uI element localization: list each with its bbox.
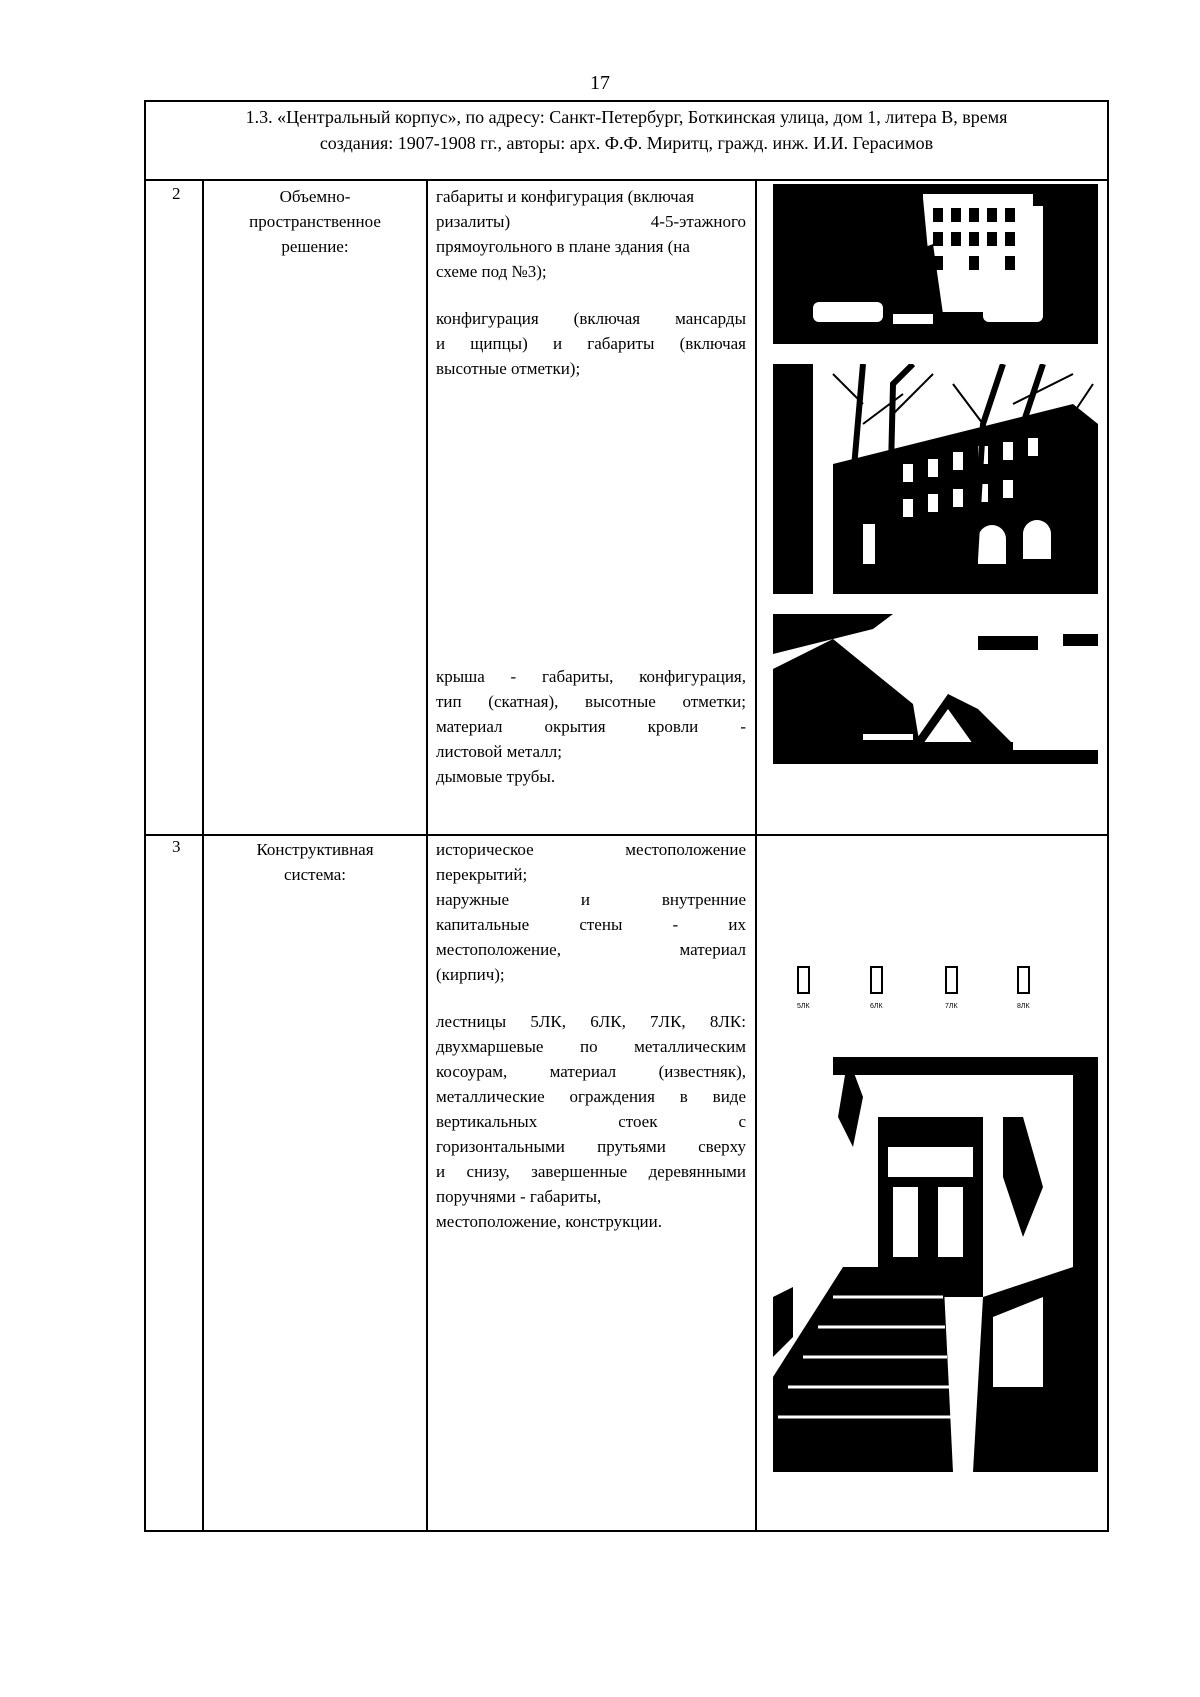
roof-photo [773, 614, 1098, 764]
table-header [146, 102, 1107, 181]
facade-photo-trees [773, 364, 1098, 594]
stair-label-5lk: 5ЛК [797, 1003, 810, 1010]
header-line-2: создания: 1907-1908 гг., авторы: арх. Ф.Ф. Миритц, гражд. инж. И.И. Герасимов [319, 133, 934, 153]
stair-label-6lk: 6ЛК [870, 1003, 883, 1010]
row-number: 3 [172, 837, 181, 856]
facade-photo-street [773, 184, 1098, 344]
staircase-photo [773, 1057, 1098, 1472]
page-number: 17 [590, 72, 610, 94]
heritage-table [144, 100, 1109, 1532]
column-divider [755, 181, 757, 1532]
row-label: Конструктивная система: [256, 840, 374, 884]
stair-label-8lk: 8ЛК [1017, 1003, 1030, 1010]
header-line-1: 1.3. «Центральный корпус», по адресу: Санкт-Петербург, Боткинская улица, дом 1, литера В, время [245, 107, 1008, 127]
row-divider [146, 834, 1107, 836]
row-number: 2 [172, 184, 181, 203]
row-description-roof: крыша - габариты, конфигурация, тип (скатная), высотные отметки; материал окрытия кровли - листовой металл; дымовые трубы. [436, 667, 746, 786]
column-divider [426, 181, 428, 1532]
row-description: габариты и конфигурация (включая ризалиты) 4-5-этажного прямоугольного в плане здания (на схеме под №3); конфигурация (включая мансарды и щипцы) и габариты (включая высотные отметки); [436, 187, 746, 378]
row-label: Объемно- пространственное решение: [249, 187, 381, 256]
stair-scheme [773, 922, 1098, 1022]
stair-label-7lk: 7ЛК [945, 1003, 958, 1010]
row-description: историческое местоположение перекрытий; наружные и внутренние капитальные стены - их местоположение, материал (кирпич); лестницы 5ЛК, 6ЛК, 7ЛК, 8ЛК: двухмаршевые по металлическим косоурам, материал (известняк), металлические ограждения в виде вертикальных стоек с горизонтальными прутьями сверху и снизу, завершенные деревянными поручнями - габариты, местоположение, конструкции. [436, 840, 746, 1231]
